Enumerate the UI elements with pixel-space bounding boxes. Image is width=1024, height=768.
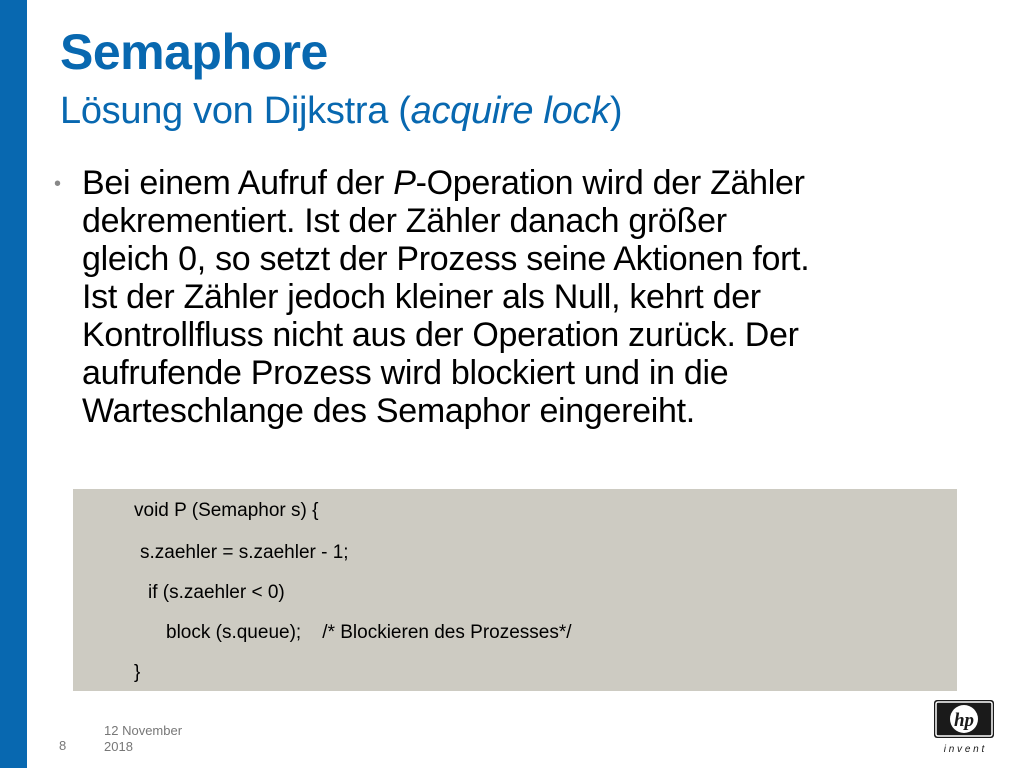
footer-date-line-2: 2018	[104, 739, 133, 754]
page-number: 8	[59, 738, 67, 753]
left-accent-bar	[0, 0, 27, 768]
logo-tagline-text: i n v e n t	[943, 744, 985, 755]
hp-logo-icon	[930, 698, 998, 756]
logo-mark-text: hp	[953, 710, 975, 731]
subtitle-prefix: Lösung von Dijkstra (	[60, 90, 411, 132]
code-line-3: if (s.zaehler < 0)	[148, 582, 285, 603]
footer-date-line-1: 12 November	[104, 723, 183, 738]
code-block	[73, 489, 957, 691]
body-line-1-c: -Operation wird der Zähler	[415, 164, 805, 202]
body-line-3: gleich 0, so setzt der Prozess seine Aktionen fort.	[82, 240, 810, 278]
body-line-7: Warteschlange des Semaphor eingereiht.	[82, 392, 695, 430]
body-line-1	[82, 164, 982, 202]
body-line-5: Kontrollfluss nicht aus der Operation zurück. Der	[82, 316, 799, 354]
body-paragraph	[82, 164, 982, 430]
slide-subtitle	[60, 88, 622, 134]
footer-date	[104, 723, 182, 755]
p-operation-italic: P	[393, 164, 416, 202]
body-line-4: Ist der Zähler jedoch kleiner als Null, kehrt der	[82, 278, 761, 316]
bullet-marker: •	[54, 173, 62, 195]
body-line-2: dekrementiert. Ist der Zähler danach größer	[82, 202, 727, 240]
subtitle-italic: acquire lock	[410, 90, 610, 132]
body-line-6: aufrufende Prozess wird blockiert und in die	[82, 354, 729, 392]
slide-title: Semaphore	[60, 24, 328, 80]
code-line-2: s.zaehler = s.zaehler - 1;	[140, 542, 349, 563]
code-line-4: block (s.queue); /* Blockieren des Prozesses*/	[166, 622, 572, 643]
body-line-1-a: Bei einem Aufruf der	[82, 164, 394, 202]
code-line-5: }	[134, 662, 141, 683]
subtitle-suffix: )	[609, 90, 623, 132]
hp-invent-logo	[930, 698, 998, 756]
code-line-1: void P (Semaphor s) {	[134, 500, 319, 521]
